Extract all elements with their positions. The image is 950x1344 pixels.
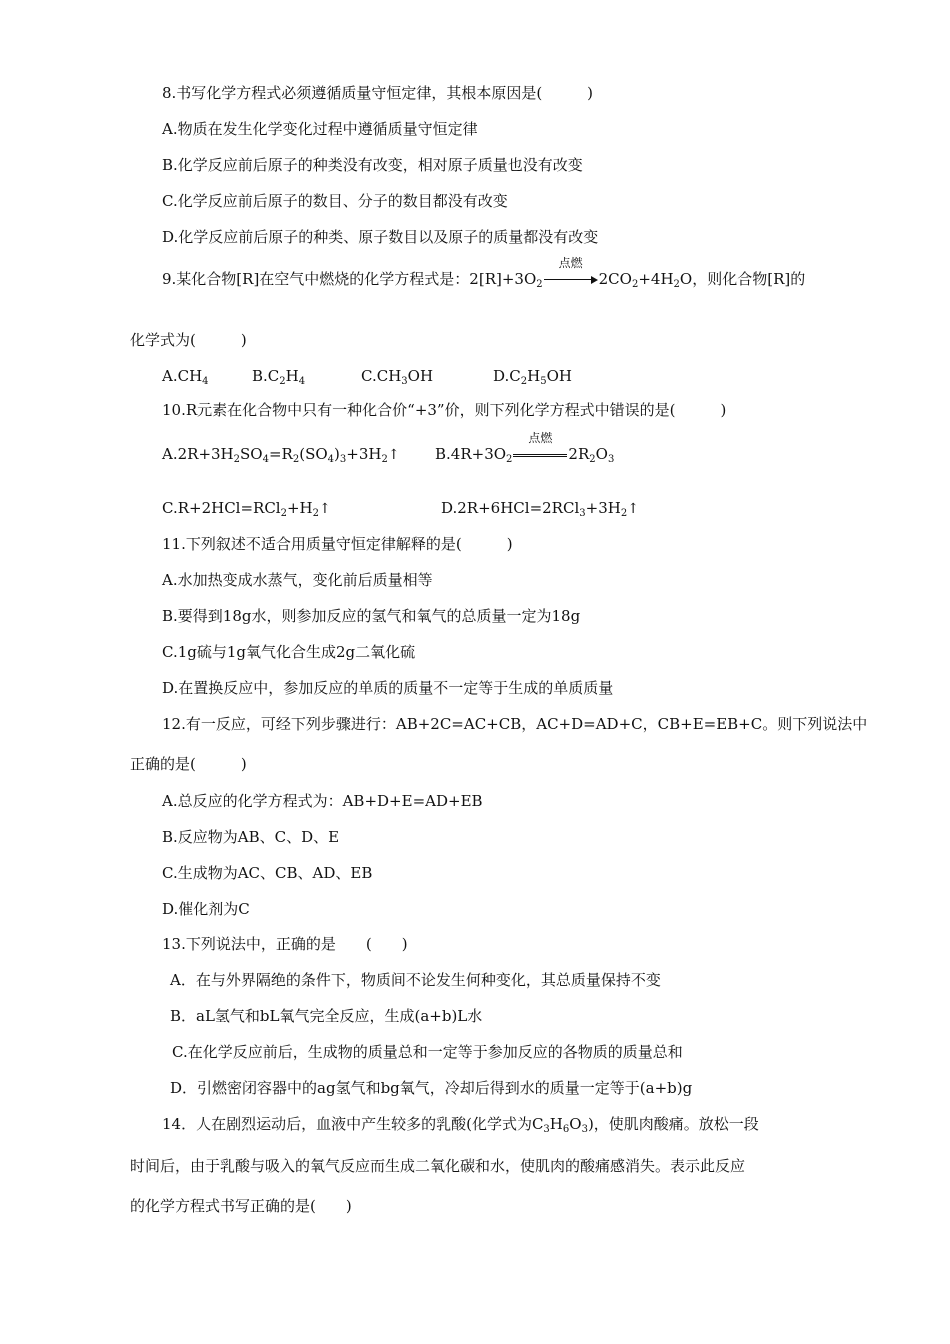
q9-sub: 2 bbox=[631, 279, 639, 290]
q13-option-d: D．引燃密闭容器中的ag氢气和bg氧气，冷却后得到水的质量一定等于(a+b)g bbox=[170, 1079, 693, 1097]
q9-d-text: OH bbox=[546, 367, 572, 385]
q9-sub: 5 bbox=[540, 376, 547, 387]
q11-stem: 11.下列叙述不适合用质量守恒定律解释的是( ) bbox=[162, 535, 513, 553]
q10-sub: 4 bbox=[327, 454, 335, 465]
up-arrow-icon: ↑ bbox=[627, 501, 639, 517]
q10-b-text: O bbox=[595, 445, 608, 463]
q10-option-b bbox=[435, 431, 615, 465]
q9-b-text: B.C bbox=[252, 367, 280, 385]
q10-sub: 2 bbox=[312, 508, 320, 519]
q14-sub: 3 bbox=[543, 1124, 550, 1135]
q10-sub: 2 bbox=[589, 454, 596, 465]
q10-a-text: ) bbox=[334, 445, 340, 463]
q9-d-text: H bbox=[527, 367, 541, 385]
q14-text: 14．人在剧烈运动后，血液中产生较多的乳酸(化学式为C bbox=[162, 1115, 544, 1133]
q9-sub: 3 bbox=[401, 376, 408, 387]
q10-c-text: C.R+2HCl=RCl bbox=[162, 499, 281, 517]
q8-option-a: A.物质在发生化学变化过程中遵循质量守恒定律 bbox=[162, 120, 478, 138]
q10-a-text: =R bbox=[268, 445, 293, 463]
q9-option-b bbox=[252, 366, 305, 386]
q10-sub: 2 bbox=[233, 454, 241, 465]
q10-stem: 10.R元素在化合物中只有一种化合价“+3”价，则下列化学方程式中错误的是( ) bbox=[162, 401, 727, 419]
q10-sub: 3 bbox=[339, 454, 347, 465]
q13-option-b: B．aL氢气和bL氧气完全反应，生成(a+b)L水 bbox=[170, 1007, 483, 1025]
q10-option-a bbox=[162, 444, 400, 465]
q9-stem-post: O，则化合物[R]的 bbox=[679, 270, 806, 288]
q9-c-text: C.CH bbox=[361, 367, 402, 385]
q9-sub: 2 bbox=[520, 376, 528, 387]
q10-sub: 3 bbox=[579, 508, 586, 519]
q10-sub: 2 bbox=[620, 508, 628, 519]
q10-d-text: +3H bbox=[585, 499, 621, 517]
q10-a-text: A.2R+3H bbox=[162, 445, 234, 463]
q10-sub: 2 bbox=[292, 454, 300, 465]
q9-sub: 2 bbox=[673, 279, 680, 290]
q10-a-text: (SO bbox=[299, 445, 328, 463]
q8-option-c: C.化学反应前后原子的数目、分子的数目都没有改变 bbox=[162, 192, 508, 210]
q9-sub: 4 bbox=[298, 376, 306, 387]
q10-sub: 4 bbox=[262, 454, 269, 465]
q9-option-a bbox=[162, 366, 209, 386]
q8-option-d: D.化学反应前后原子的种类、原子数目以及原子的质量都没有改变 bbox=[162, 228, 599, 246]
q9-sub: 2 bbox=[536, 279, 543, 290]
q11-option-b: B.要得到18g水，则参加反应的氢气和氧气的总质量一定为18g bbox=[162, 607, 581, 625]
q10-option-c bbox=[162, 498, 331, 519]
q12-option-a: A.总反应的化学方程式为：AB+D+E=AD+EB bbox=[162, 792, 483, 810]
q11-option-c: C.1g硫与1g氧气化合生成2g二氧化硫 bbox=[162, 643, 416, 661]
q13-stem: 13.下列说法中，正确的是 ( ) bbox=[162, 935, 408, 953]
q9-option-c bbox=[361, 366, 433, 386]
equals-condition-sign bbox=[513, 431, 567, 459]
up-arrow-icon: ↑ bbox=[319, 501, 331, 517]
q10-sub: 2 bbox=[381, 454, 388, 465]
q11-option-a: A.水加热变成水蒸气，变化前后质量相等 bbox=[162, 571, 433, 589]
q14-text: O bbox=[569, 1115, 582, 1133]
q9-stem bbox=[162, 256, 806, 290]
q13-option-c: C.在化学反应前后，生成物的质量总和一定等于参加反应的各物质的质量总和 bbox=[172, 1043, 683, 1061]
q9-option-d bbox=[493, 366, 572, 386]
reaction-condition: 点燃 bbox=[558, 256, 583, 270]
q9-prod1: 2CO bbox=[598, 270, 632, 288]
q12-option-b: B.反应物为AB、C、D、E bbox=[162, 828, 340, 846]
q9-prod2: +4H bbox=[638, 270, 674, 288]
q12-stem-line2: 正确的是( ) bbox=[130, 755, 247, 773]
q10-c-text: +H bbox=[286, 499, 313, 517]
q14-line1 bbox=[162, 1114, 759, 1134]
q9-stem-line2: 化学式为( ) bbox=[130, 331, 247, 349]
q10-d-text: D.2R+6HCl=2RCl bbox=[441, 499, 580, 517]
q10-a-text: SO bbox=[240, 445, 263, 463]
q13-option-a: A．在与外界隔绝的条件下，物质间不论发生何种变化，其总质量保持不变 bbox=[170, 971, 661, 989]
q11-option-d: D.在置换反应中，参加反应的单质的质量不一定等于生成的单质质量 bbox=[162, 679, 614, 697]
q9-sub: 2 bbox=[279, 376, 286, 387]
reaction-arrow bbox=[544, 256, 598, 284]
up-arrow-icon: ↑ bbox=[387, 447, 400, 463]
q9-stem-pre: 9.某化合物[R]在空气中燃烧的化学方程式是：2[R]+3O bbox=[162, 270, 537, 288]
q10-sub: 2 bbox=[280, 508, 287, 519]
q10-b-text: B.4R+3O bbox=[435, 445, 507, 463]
q14-line3: 的化学方程式书写正确的是( ) bbox=[130, 1197, 352, 1215]
q14-text: )，使肌肉酸痛。放松一段 bbox=[587, 1115, 759, 1133]
q14-sub: 3 bbox=[581, 1124, 588, 1135]
q9-a-text: A.CH bbox=[162, 367, 203, 385]
q10-sub: 2 bbox=[506, 454, 513, 465]
q10-sub: 3 bbox=[607, 454, 615, 465]
q8-stem: 8.书写化学方程式必须遵循质量守恒定律，其根本原因是( ) bbox=[162, 84, 594, 102]
q10-b-text: 2R bbox=[568, 445, 590, 463]
q9-b-text: H bbox=[285, 367, 299, 385]
q12-option-d: D.催化剂为C bbox=[162, 900, 250, 918]
q14-line2: 时间后，由于乳酸与吸入的氧气反应而生成二氧化碳和水，使肌肉的酸痛感消失。表示此反应 bbox=[130, 1157, 746, 1175]
q14-text: H bbox=[549, 1115, 563, 1133]
q12-option-c: C.生成物为AC、CB、AD、EB bbox=[162, 864, 373, 882]
q10-option-d bbox=[441, 498, 639, 519]
q9-sub: 4 bbox=[202, 376, 209, 387]
q12-stem: 12.有一反应，可经下列步骤进行：AB+2C=AC+CB，AC+D=AD+C，CB+E=EB+C。则下列说法中 bbox=[162, 715, 868, 733]
q14-sub: 6 bbox=[562, 1124, 570, 1135]
q10-a-text: +3H bbox=[346, 445, 382, 463]
q9-c-text: OH bbox=[407, 367, 434, 385]
reaction-condition: 点燃 bbox=[528, 431, 553, 445]
q8-option-b: B.化学反应前后原子的种类没有改变，相对原子质量也没有改变 bbox=[162, 156, 583, 174]
q9-d-text: D.C bbox=[493, 367, 521, 385]
